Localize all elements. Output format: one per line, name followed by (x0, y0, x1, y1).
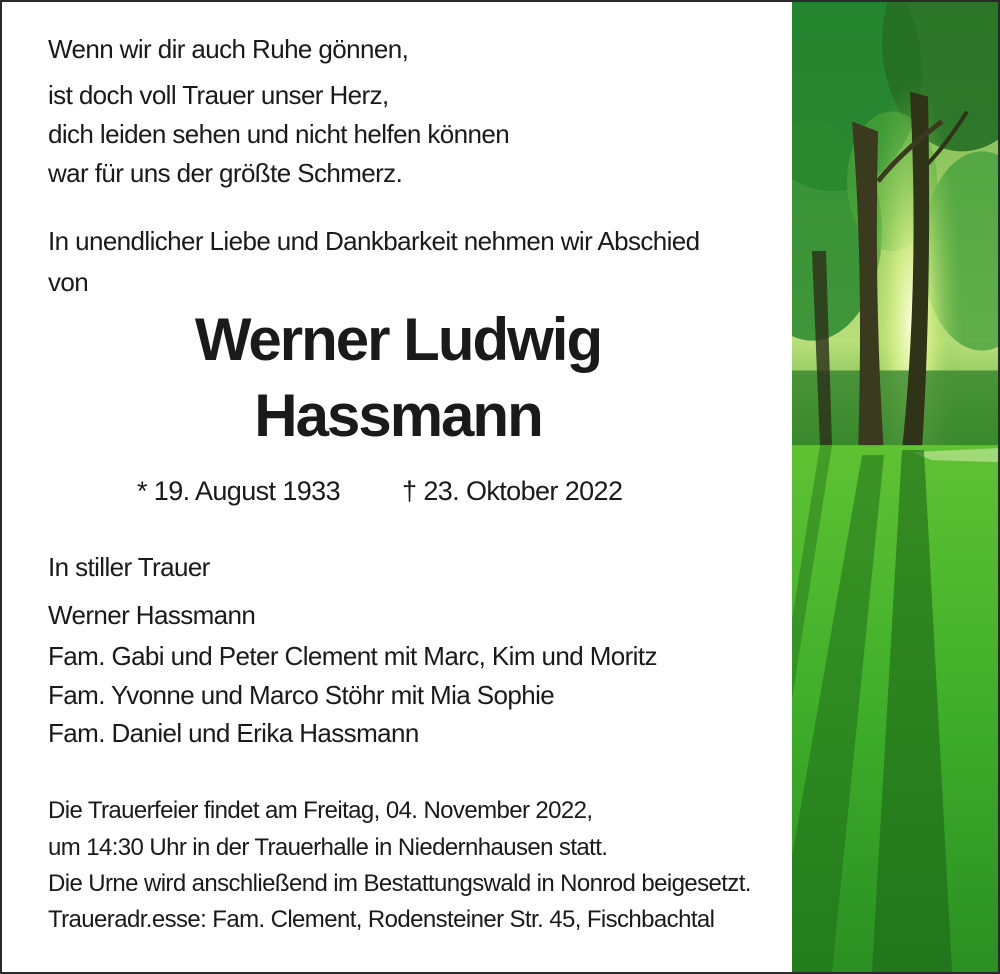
deceased-name-last: Hassmann (254, 382, 542, 449)
mourner-name: Fam. Daniel und Erika Hassmann (48, 718, 419, 748)
poem-line: dich leiden sehen und nicht helfen können (48, 119, 510, 149)
mourners-heading: In stiller Trauer (48, 552, 210, 582)
death-date: † 23. Oktober 2022 (402, 476, 623, 506)
birth-date: * 19. August 1933 (137, 476, 340, 506)
service-line: um 14:30 Uhr in der Trauerhalle in Niedernhausen statt. (48, 834, 608, 861)
mourner-name: Fam. Gabi und Peter Clement mit Marc, Kim und Moritz (48, 641, 657, 671)
mourner-name: Werner Hassmann (48, 600, 256, 630)
obituary-text-column (2, 2, 794, 972)
mourner-name: Fam. Yvonne und Marco Stöhr mit Mia Sophie (48, 680, 555, 710)
service-line: Die Urne wird anschließend im Bestattungswald in Nonrod beigesetzt. (48, 870, 751, 897)
poem-line: war für uns der größte Schmerz. (48, 158, 403, 188)
farewell-line: In unendlicher Liebe und Dankbarkeit nehmen wir Abschied (48, 226, 700, 256)
farewell-line: von (48, 267, 89, 297)
deceased-name-first: Werner Ludwig (194, 306, 602, 373)
park-trees-photo (792, 2, 998, 972)
poem-line: ist doch voll Trauer unser Herz, (48, 80, 389, 110)
service-line: Die Trauerfeier findet am Freitag, 04. November 2022, (48, 797, 593, 824)
poem-line: Wenn wir dir auch Ruhe gönnen, (48, 34, 409, 64)
service-line: Traueradr.esse: Fam. Clement, Rodensteiner Str. 45, Fischbachtal (48, 906, 715, 933)
